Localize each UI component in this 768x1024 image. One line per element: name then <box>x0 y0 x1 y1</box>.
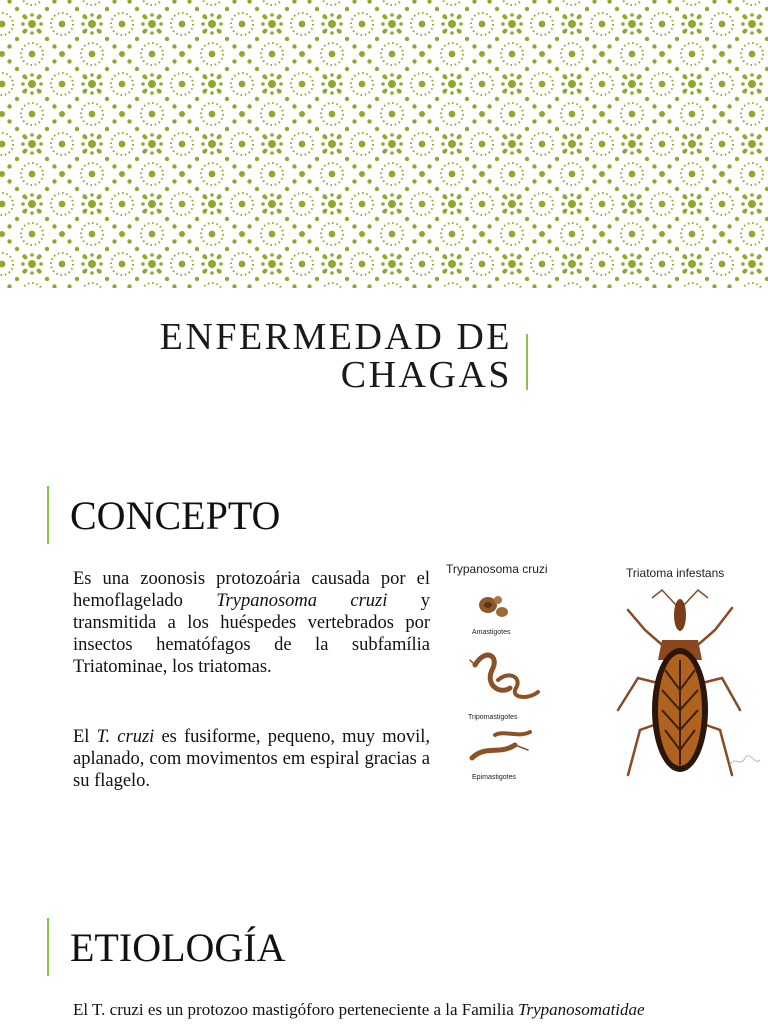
signature-mark <box>730 756 760 765</box>
tripomastigote-icons <box>470 655 538 697</box>
etiologia-accent-bar <box>47 918 49 976</box>
title-line-2: CHAGAS <box>340 354 512 396</box>
epimastigote-icons <box>472 732 530 758</box>
concepto-paragraph-1 <box>73 568 430 678</box>
amastigote-icons <box>479 596 508 617</box>
chagas-illustration <box>440 560 768 800</box>
etiologia-heading: ETIOLOGÍA <box>70 925 286 970</box>
triatoma-insect-icon <box>618 590 740 775</box>
concepto-accent-bar <box>47 486 49 544</box>
label-epimastigotes: Epimastigotes <box>472 774 516 781</box>
title-accent-bar <box>526 334 528 390</box>
concepto-heading: CONCEPTO <box>70 493 281 538</box>
pattern-banner <box>0 0 768 288</box>
title-line-1: ENFERMEDAD DE <box>159 316 512 358</box>
label-triatoma: Triatoma infestans <box>626 566 725 580</box>
concepto-p2-text-end: es fusiforme, pequeno, muy movil, aplanado, com movimentos em espiral gracias a su flagelo. <box>73 727 430 791</box>
concepto-p1-text-end: y transmitida a los huéspedes vertebrados por insectos hematófagos de la subfamília Triatominae, los triatomas. <box>73 591 430 677</box>
concepto-p1-text: Es una zoonosis protozoária causada por el hemoflagelado <box>73 569 430 611</box>
geometric-pattern-image <box>0 0 768 288</box>
etiologia-italic: Trypanosomatidae <box>518 1000 645 1019</box>
concepto-paragraph-2 <box>73 726 430 792</box>
label-amastigotes: Amastigotes <box>472 629 511 636</box>
label-trypanosoma: Trypanosoma cruzi <box>446 562 548 576</box>
concepto-p2-text: El <box>73 727 97 747</box>
slide-title <box>0 318 512 394</box>
label-tripomastigotes: Tripomastigotes <box>468 714 518 721</box>
concepto-p1-italic: Trypanosoma cruzi <box>216 591 388 611</box>
etiologia-text: El T. cruzi es un protozoo mastigóforo perteneciente a la Familia <box>73 1000 518 1019</box>
etiologia-paragraph <box>73 1000 753 1020</box>
parasite-and-insect-drawing <box>440 560 768 800</box>
concepto-p2-italic: T. cruzi <box>96 727 155 747</box>
